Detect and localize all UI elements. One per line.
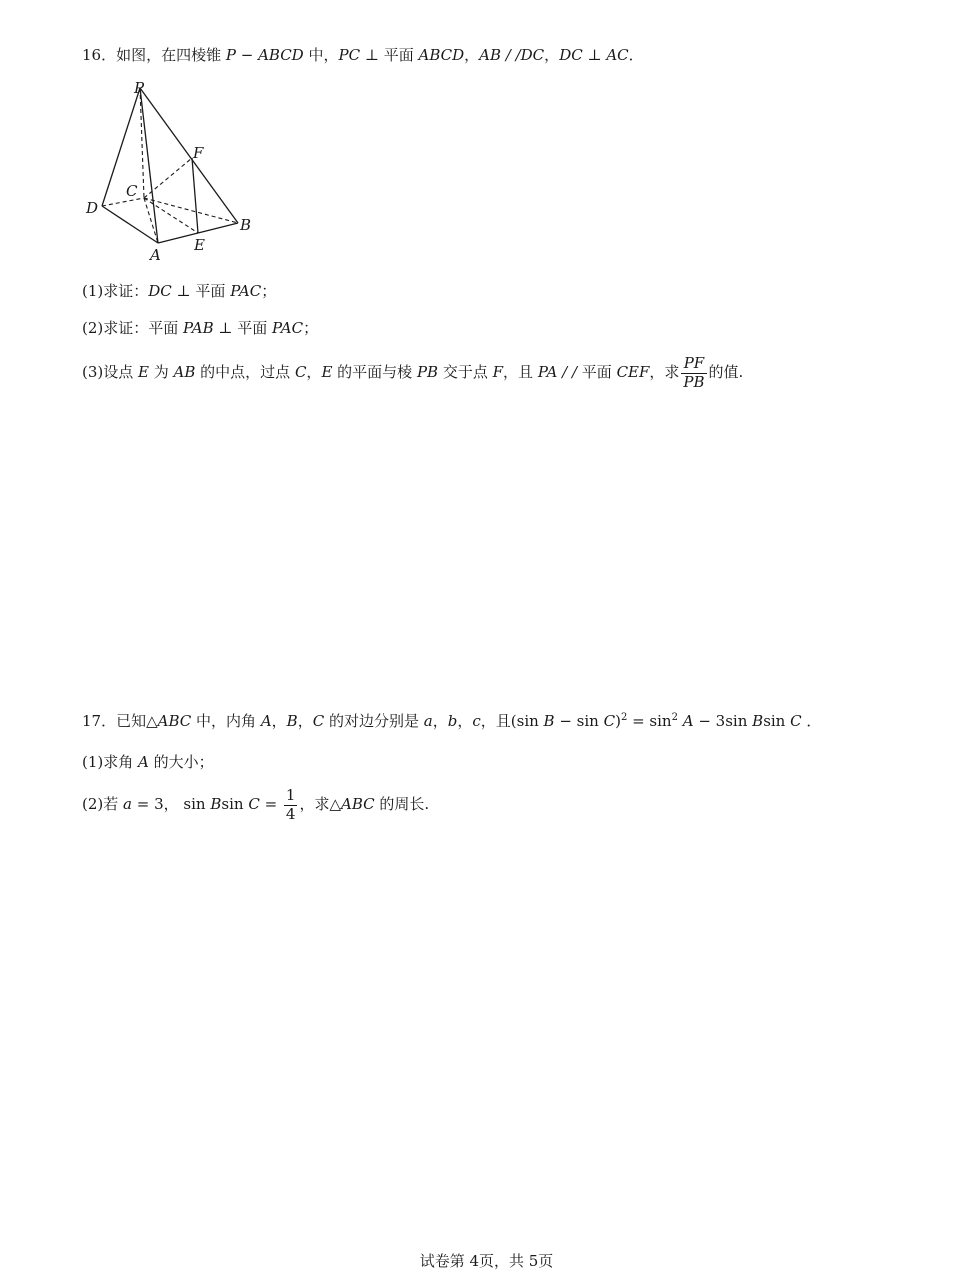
label-B: B [240,216,252,234]
fraction-pf-pb: $\frac{PF}{PB}$ [683,353,705,391]
q16-stem: 16．如图，在四棱锥 P − ABCD 中，PC ⊥ 平面 ABCD，AB / /DC，DC ⊥ AC． [82,46,644,64]
edge-DA [102,206,158,243]
q16-part2: (2)求证：平面 PAB ⊥ 平面 PAC； [82,319,319,337]
edge-PB [140,88,238,223]
edge-CE [144,198,198,233]
edge-EF [192,158,198,233]
edge-CB [144,198,238,223]
label-F: F [193,144,204,162]
label-C: C [126,182,138,200]
pyramid-figure [78,78,268,268]
edge-DC [102,198,144,206]
q17-stem: 17．已知△ABC 中，内角 A，B，C 的对边分别是 a，b，c，且(sin $B - \sin C)^2 = \sin^2 A - 3\sin$ Bsin C ． [82,712,822,730]
fraction-one-quarter: $\frac{1}{4}$ [285,785,296,823]
edge-CF [144,158,192,198]
label-E: E [194,236,205,254]
page-footer: 试卷第 4页，共 5页 [419,1252,554,1270]
label-P: P [134,79,145,97]
q16-part1: (1)求证：DC ⊥ 平面 PAC； [82,282,277,300]
label-D: D [86,199,99,217]
q16-number: 16． [82,46,117,64]
q17-part2: (2)若 a = 3， sin Bsin C = $\frac{1}{4}$ ，求△ABC 的周长. [82,785,430,823]
label-A: A [150,246,161,264]
q17-number: 17． [82,712,117,730]
q17-part1: (1)求角 A 的大小； [82,753,214,771]
q16-part3: (3)设点 E 为 AB 的中点，过点 C，E 的平面与棱 PB 交于点 F，且 PA / / 平面 CEF，求 $\frac{PF}{PB}$ 的值. [82,353,744,391]
